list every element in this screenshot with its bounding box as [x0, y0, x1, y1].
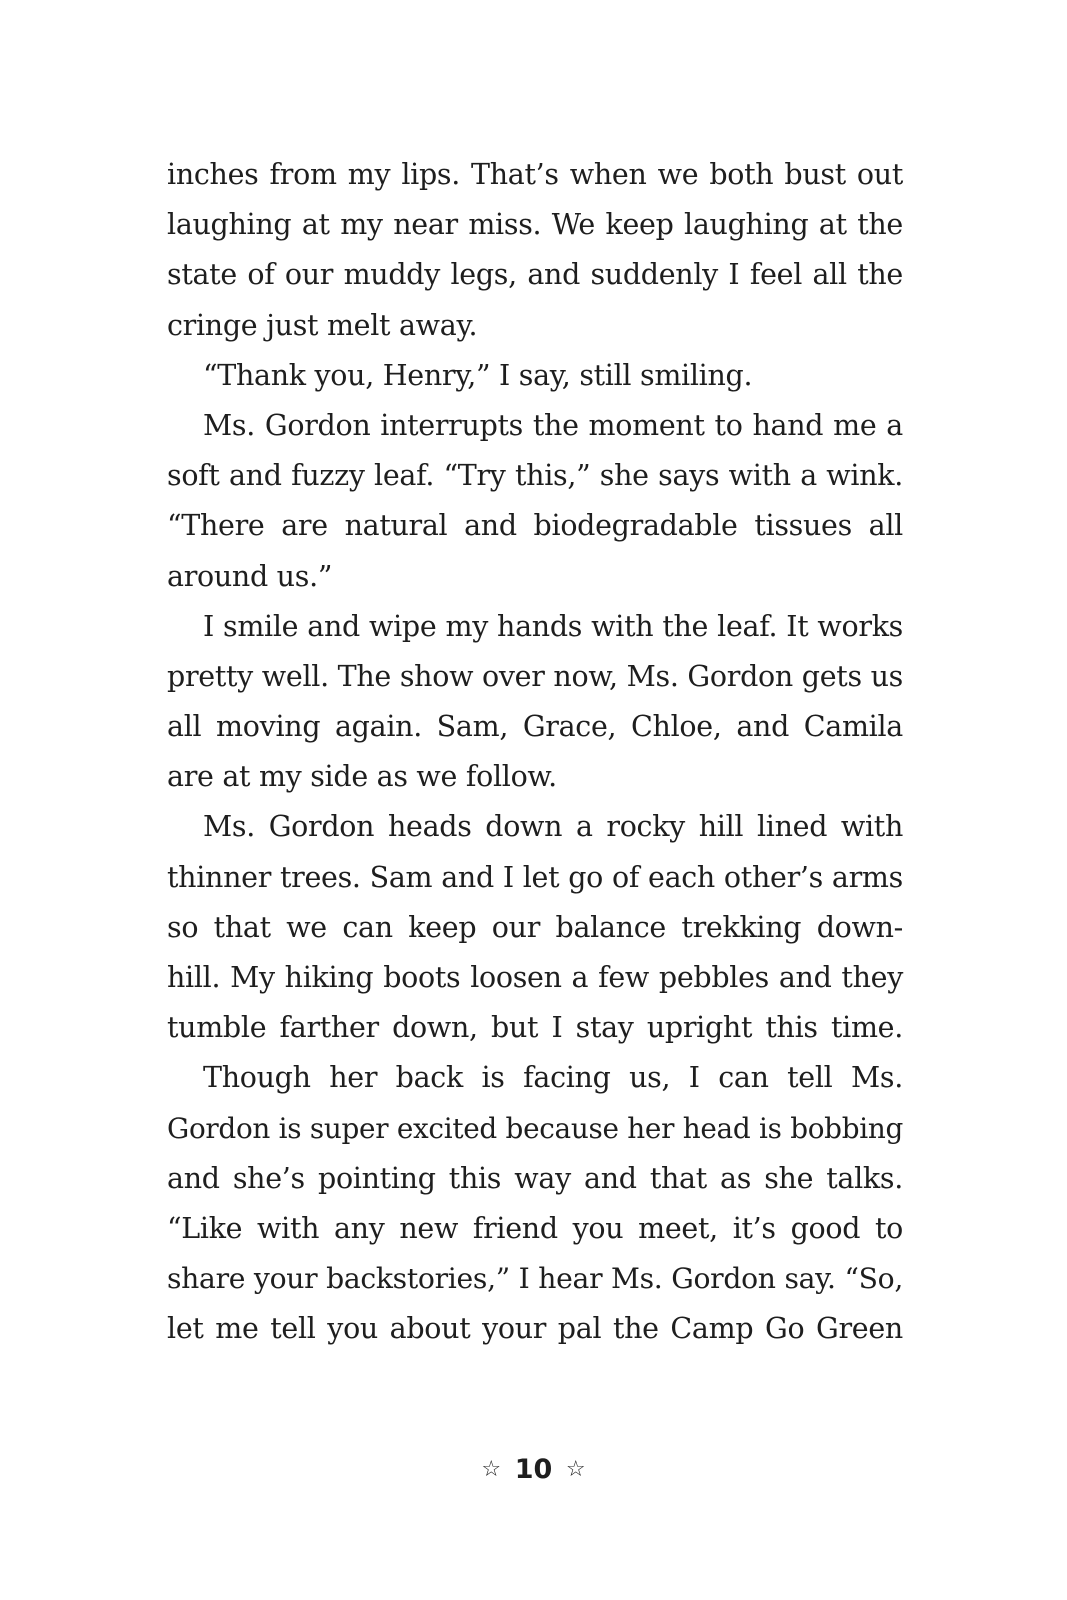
- text-line: all moving again. Sam, Grace, Chloe, and Camila: [167, 710, 903, 744]
- text-line: Though her back is facing us, I can tell Ms.: [203, 1061, 903, 1095]
- text-line: thinner trees. Sam and I let go of each other’s arms: [167, 860, 903, 894]
- text-line: cringe just melt away.: [167, 308, 478, 342]
- text-line: share your backstories,” I hear Ms. Gordon say. “So,: [167, 1262, 903, 1296]
- star-left-icon: ☆: [481, 1457, 502, 1482]
- text-line: Ms. Gordon interrupts the moment to hand me a: [203, 408, 903, 442]
- page-footer: [0, 1454, 1067, 1485]
- text-line: around us.”: [167, 559, 333, 593]
- text-line: let me tell you about your pal the Camp Go Green: [167, 1312, 903, 1346]
- page-number: 10: [514, 1454, 553, 1485]
- star-right-icon: ☆: [565, 1457, 586, 1482]
- text-line: I smile and wipe my hands with the leaf. It works: [203, 609, 903, 643]
- text-line: pretty well. The show over now, Ms. Gordon gets us: [167, 659, 903, 693]
- text-line: inches from my lips. That’s when we both bust out: [167, 158, 903, 191]
- text-line: “There are natural and biodegradable tissues all: [167, 509, 903, 543]
- text-line: so that we can keep our balance trekking down-: [167, 910, 903, 944]
- text-line: soft and fuzzy leaf. “Try this,” she says with a wink.: [167, 459, 903, 493]
- text-line: and she’s pointing this way and that as she talks.: [167, 1161, 903, 1195]
- text-line: laughing at my near miss. We keep laughing at the: [167, 208, 903, 242]
- body-text: [167, 150, 903, 1355]
- text-line: Ms. Gordon heads down a rocky hill lined with: [203, 810, 903, 844]
- text-line: hill. My hiking boots loosen a few pebbles and they: [167, 961, 903, 994]
- text-line: state of our muddy legs, and suddenly I feel all the: [167, 258, 903, 292]
- text-line: are at my side as we follow.: [167, 760, 557, 794]
- text-line: Gordon is super excited because her head is bobbing: [167, 1111, 903, 1145]
- text-line: “Like with any new friend you meet, it’s good to: [167, 1211, 903, 1245]
- text-line: tumble farther down, but I stay upright this time.: [167, 1011, 903, 1045]
- text-line: “Thank you, Henry,” I say, still smiling.: [203, 358, 753, 392]
